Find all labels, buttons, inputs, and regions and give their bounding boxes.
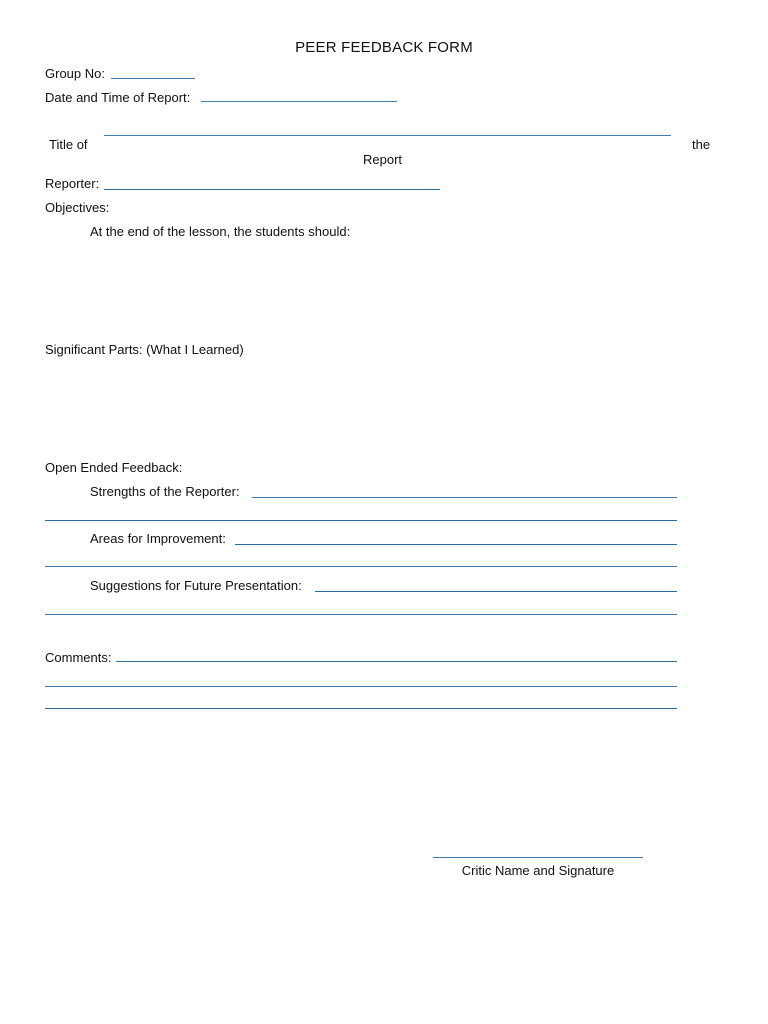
title-of-label: Title of [49,137,88,152]
strengths-field-line-1[interactable] [252,497,677,498]
areas-improvement-field-line-2[interactable] [45,566,677,567]
objectives-text: At the end of the lesson, the students should: [90,224,351,239]
group-no-field[interactable] [111,78,195,79]
group-no-label: Group No: [45,66,105,81]
areas-improvement-field-line-1[interactable] [235,544,677,545]
date-time-label: Date and Time of Report: [45,90,191,105]
report-title-field[interactable] [104,135,671,136]
suggestions-field-line-1[interactable] [315,591,677,592]
open-ended-feedback-label: Open Ended Feedback: [45,460,183,475]
reporter-label: Reporter: [45,176,100,191]
suggestions-label: Suggestions for Future Presentation: [90,578,302,593]
comments-label: Comments: [45,650,112,665]
title-the-label: the [692,137,711,152]
objectives-area[interactable] [45,244,677,334]
critic-name-signature-label: Critic Name and Signature [461,863,615,878]
strengths-field-line-2[interactable] [45,520,677,521]
significant-parts-label: Significant Parts: (What I Learned) [45,342,244,357]
date-time-field[interactable] [201,101,397,102]
comments-field-line-1[interactable] [116,661,677,662]
comments-field-line-2[interactable] [45,686,677,687]
strengths-label: Strengths of the Reporter: [90,484,240,499]
areas-improvement-label: Areas for Improvement: [90,531,226,546]
significant-parts-area[interactable] [45,362,677,452]
reporter-field[interactable] [104,189,440,190]
form-title: PEER FEEDBACK FORM [295,39,473,56]
critic-signature-field[interactable] [433,857,643,858]
comments-field-line-3[interactable] [45,708,677,709]
suggestions-field-line-2[interactable] [45,614,677,615]
objectives-label: Objectives: [45,200,110,215]
title-report-label: Report [363,152,403,167]
